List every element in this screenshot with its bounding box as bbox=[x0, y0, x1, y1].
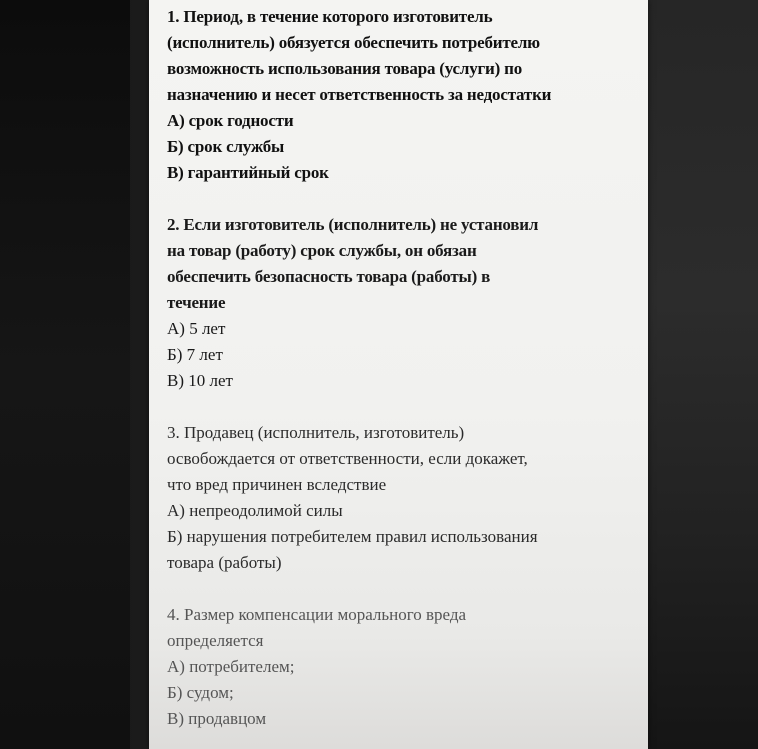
question-3-stem-line: что вред причинен вследствие bbox=[167, 475, 387, 494]
question-4-stem-line: определяется bbox=[167, 631, 264, 650]
question-2 bbox=[167, 212, 637, 394]
question-1-stem-line: назначению и несет ответственность за недостатки bbox=[167, 85, 552, 104]
question-2-stem-line: 2. Если изготовитель (исполнитель) не установил bbox=[167, 215, 539, 234]
question-4-stem-line: 4. Размер компенсации морального вреда bbox=[167, 605, 467, 624]
question-4-option-c: В) продавцом bbox=[167, 709, 267, 728]
question-3-option-a: А) непреодолимой силы bbox=[167, 501, 343, 520]
question-1-stem-line: возможность использования товара (услуги) по bbox=[167, 59, 523, 78]
question-1-option-a: А) срок годности bbox=[167, 111, 294, 130]
background-screen-right bbox=[640, 0, 758, 749]
question-2-stem-line: течение bbox=[167, 293, 226, 312]
question-1-stem-line: 1. Период, в течение которого изготовитель bbox=[167, 7, 493, 26]
question-sheet bbox=[149, 0, 648, 749]
question-3-stem-line: освобождается от ответственности, если докажет, bbox=[167, 449, 528, 468]
question-3-stem bbox=[167, 420, 637, 498]
question-3 bbox=[167, 420, 637, 576]
question-1-stem-line: (исполнитель) обязуется обеспечить потребителю bbox=[167, 33, 540, 52]
question-4 bbox=[167, 602, 637, 732]
dark-background-left bbox=[0, 0, 130, 749]
question-2-stem-line: на товар (работу) срок службы, он обязан bbox=[167, 241, 477, 260]
question-4-option-b: Б) судом; bbox=[167, 683, 234, 702]
question-1 bbox=[167, 4, 637, 186]
question-2-option-b: Б) 7 лет bbox=[167, 345, 223, 364]
question-1-option-b: Б) срок службы bbox=[167, 137, 285, 156]
question-list bbox=[167, 4, 637, 732]
question-2-stem-line: обеспечить безопасность товара (работы) в bbox=[167, 267, 491, 286]
question-2-option-a: А) 5 лет bbox=[167, 319, 226, 338]
question-2-stem bbox=[167, 212, 637, 316]
question-3-option-b: Б) нарушения потребителем правил использования bbox=[167, 527, 538, 546]
question-1-stem bbox=[167, 4, 637, 108]
question-2-option-c: В) 10 лет bbox=[167, 371, 233, 390]
question-4-stem bbox=[167, 602, 637, 654]
question-3-stem-line: 3. Продавец (исполнитель, изготовитель) bbox=[167, 423, 465, 442]
question-1-option-c: В) гарантийный срок bbox=[167, 163, 329, 182]
question-4-option-a: А) потребителем; bbox=[167, 657, 295, 676]
question-3-option-b-continued: товара (работы) bbox=[167, 553, 282, 572]
